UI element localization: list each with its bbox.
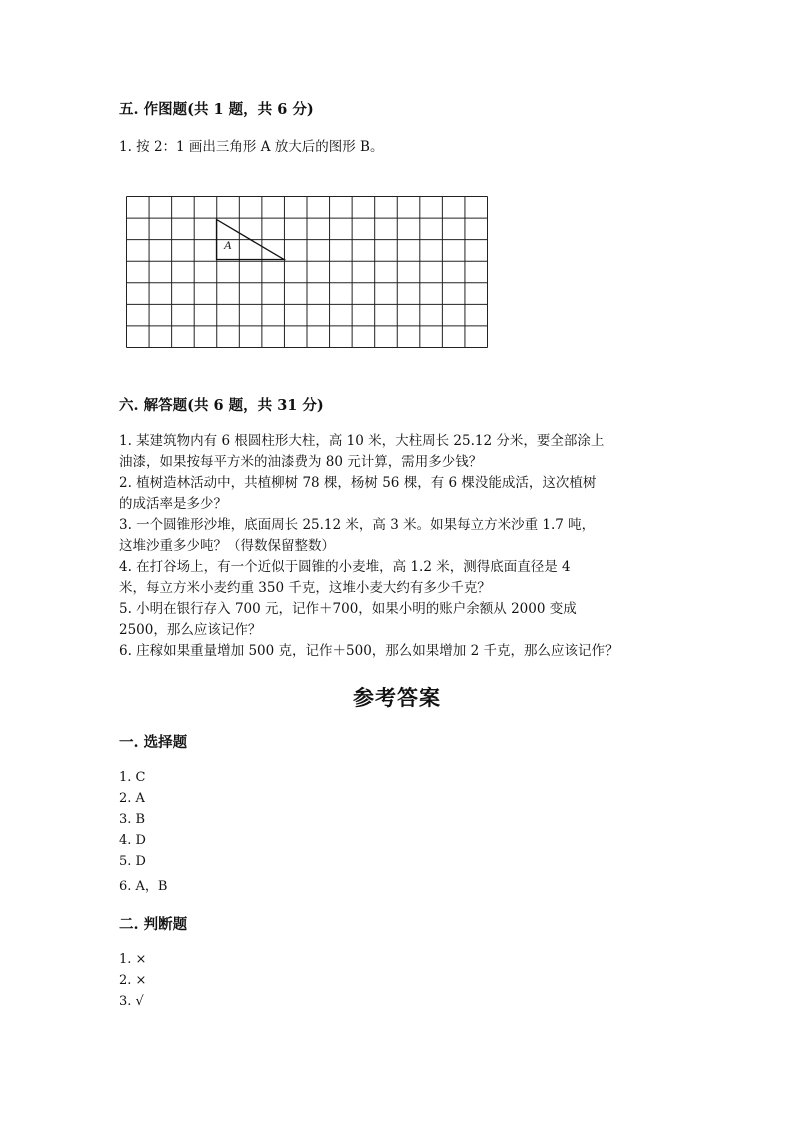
section6-title: 六. 解答题(共 6 题，共 31 分) xyxy=(119,397,324,414)
judge-answer: 2. × xyxy=(119,973,147,988)
section6-line: 这堆沙重多少吨？（得数保留整数） xyxy=(119,538,335,554)
grid-figure xyxy=(126,196,488,348)
choice-section-title: 一. 选择题 xyxy=(119,734,188,751)
section6-line: 油漆，如果按每平方米的油漆费为 80 元计算，需用多少钱？ xyxy=(119,454,483,470)
judge-answer: 3. √ xyxy=(119,994,144,1009)
section6-line: 5. 小明在银行存入 700 元，记作＋700，如果小明的账户余额从 2000 变成 xyxy=(119,601,577,617)
section6-line: 的成活率是多少？ xyxy=(119,496,227,512)
section6-line: 4. 在打谷场上，有一个近似于圆锥的小麦堆，高 1.2 米，测得底面直径是 4 xyxy=(119,559,571,575)
choice-answer: 1. C xyxy=(119,770,146,785)
section6-line: 米，每立方米小麦约重 350 千克，这堆小麦大约有多少千克？ xyxy=(119,580,491,596)
section5-question: 1. 按 2：1 画出三角形 A 放大后的图形 B。 xyxy=(119,139,384,155)
judge-answer: 1. × xyxy=(119,952,147,967)
section6-line: 3. 一个圆锥形沙堆，底面周长 25.12 米，高 3 米。如果每立方米沙重 1.7 吨， xyxy=(119,517,596,533)
section6-line: 2. 植树造林活动中，共植柳树 78 棵，杨树 56 棵，有 6 棵没能成活，这次植树 xyxy=(119,475,597,491)
choice-answer: 5. D xyxy=(119,854,146,869)
section6-line: 1. 某建筑物内有 6 根圆柱形大柱，高 10 米，大柱周长 25.12 分米，要全部涂上 xyxy=(119,433,605,449)
section6-line: 2500，那么应该记作？ xyxy=(119,622,262,638)
choice-answer: 2. A xyxy=(119,791,145,806)
judge-section-title: 二. 判断题 xyxy=(119,916,188,933)
choice-answer: 6. A，B xyxy=(119,879,168,894)
section5-title: 五. 作图题(共 1 题，共 6 分) xyxy=(119,101,314,118)
answers-title: 参考答案 xyxy=(353,685,441,710)
section6-line: 6. 庄稼如果重量增加 500 克，记作＋500，那么如果增加 2 千克，那么应该记作？ xyxy=(119,643,619,659)
choice-answer: 3. B xyxy=(119,812,146,827)
choice-answer: 4. D xyxy=(119,833,146,848)
triangle-a-label: A xyxy=(224,238,232,252)
